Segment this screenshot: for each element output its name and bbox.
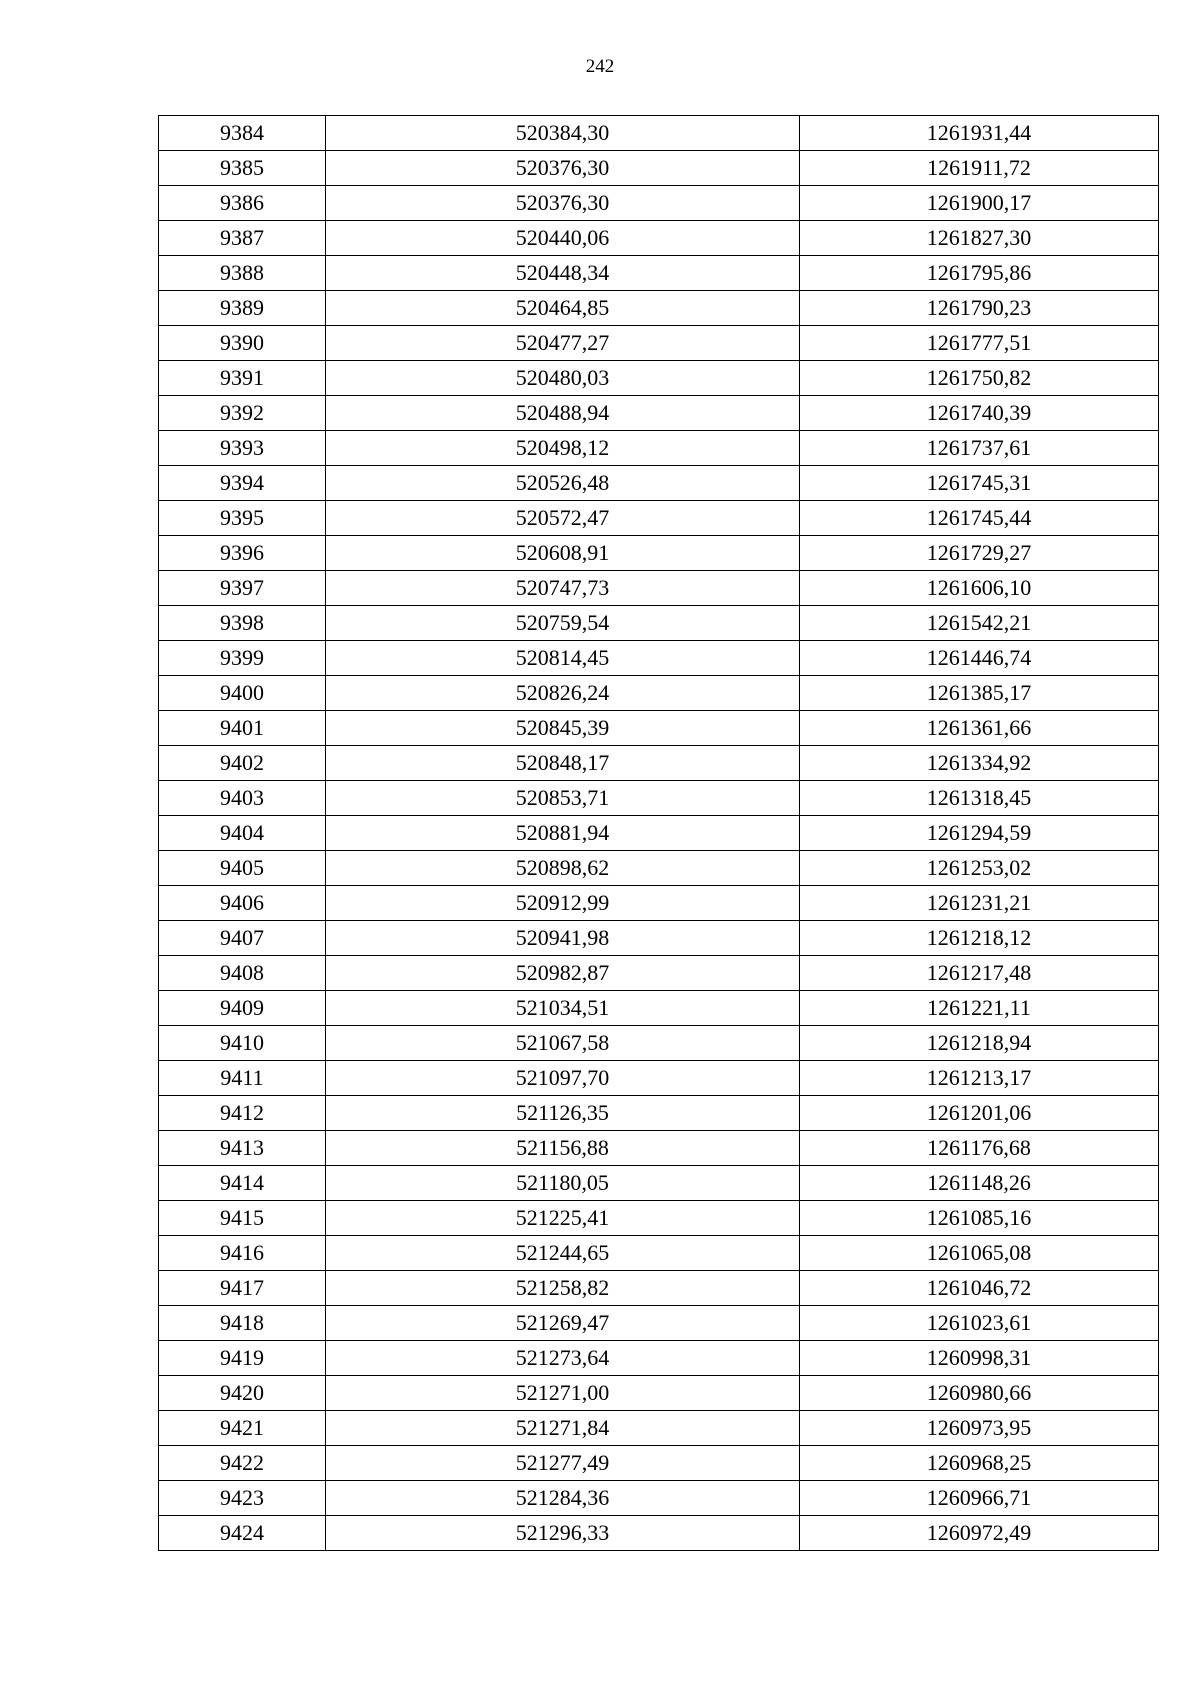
y-coordinate-cell: 1261046,72 bbox=[800, 1271, 1159, 1306]
x-coordinate-cell: 520747,73 bbox=[326, 571, 800, 606]
x-coordinate-cell: 520853,71 bbox=[326, 781, 800, 816]
y-coordinate-cell: 1261023,61 bbox=[800, 1306, 1159, 1341]
table-row bbox=[159, 781, 1159, 816]
point-number-cell: 9386 bbox=[159, 186, 326, 221]
x-coordinate-cell: 520384,30 bbox=[326, 116, 800, 151]
point-number-cell: 9415 bbox=[159, 1201, 326, 1236]
point-number-cell: 9419 bbox=[159, 1341, 326, 1376]
point-number-cell: 9423 bbox=[159, 1481, 326, 1516]
x-coordinate-cell: 520845,39 bbox=[326, 711, 800, 746]
y-coordinate-cell: 1261750,82 bbox=[800, 361, 1159, 396]
table-row bbox=[159, 151, 1159, 186]
x-coordinate-cell: 520898,62 bbox=[326, 851, 800, 886]
table-row bbox=[159, 396, 1159, 431]
y-coordinate-cell: 1261795,86 bbox=[800, 256, 1159, 291]
y-coordinate-cell: 1261542,21 bbox=[800, 606, 1159, 641]
table-row bbox=[159, 466, 1159, 501]
point-number-cell: 9384 bbox=[159, 116, 326, 151]
x-coordinate-cell: 520848,17 bbox=[326, 746, 800, 781]
point-number-cell: 9390 bbox=[159, 326, 326, 361]
point-number-cell: 9401 bbox=[159, 711, 326, 746]
y-coordinate-cell: 1261361,66 bbox=[800, 711, 1159, 746]
point-number-cell: 9398 bbox=[159, 606, 326, 641]
y-coordinate-cell: 1261085,16 bbox=[800, 1201, 1159, 1236]
table-row bbox=[159, 1166, 1159, 1201]
y-coordinate-cell: 1261253,02 bbox=[800, 851, 1159, 886]
x-coordinate-cell: 520572,47 bbox=[326, 501, 800, 536]
point-number-cell: 9403 bbox=[159, 781, 326, 816]
x-coordinate-cell: 520881,94 bbox=[326, 816, 800, 851]
point-number-cell: 9404 bbox=[159, 816, 326, 851]
point-number-cell: 9414 bbox=[159, 1166, 326, 1201]
x-coordinate-cell: 520759,54 bbox=[326, 606, 800, 641]
point-number-cell: 9409 bbox=[159, 991, 326, 1026]
point-number-cell: 9393 bbox=[159, 431, 326, 466]
y-coordinate-cell: 1261218,12 bbox=[800, 921, 1159, 956]
y-coordinate-cell: 1261729,27 bbox=[800, 536, 1159, 571]
y-coordinate-cell: 1261148,26 bbox=[800, 1166, 1159, 1201]
x-coordinate-cell: 520814,45 bbox=[326, 641, 800, 676]
point-number-cell: 9391 bbox=[159, 361, 326, 396]
y-coordinate-cell: 1261827,30 bbox=[800, 221, 1159, 256]
x-coordinate-cell: 521097,70 bbox=[326, 1061, 800, 1096]
y-coordinate-cell: 1261900,17 bbox=[800, 186, 1159, 221]
point-number-cell: 9385 bbox=[159, 151, 326, 186]
x-coordinate-cell: 521271,00 bbox=[326, 1376, 800, 1411]
x-coordinate-cell: 520488,94 bbox=[326, 396, 800, 431]
y-coordinate-cell: 1261606,10 bbox=[800, 571, 1159, 606]
x-coordinate-cell: 521180,05 bbox=[326, 1166, 800, 1201]
table-row bbox=[159, 1446, 1159, 1481]
table-row bbox=[159, 1096, 1159, 1131]
y-coordinate-cell: 1261217,48 bbox=[800, 956, 1159, 991]
table-row bbox=[159, 1341, 1159, 1376]
table-row bbox=[159, 991, 1159, 1026]
point-number-cell: 9397 bbox=[159, 571, 326, 606]
point-number-cell: 9405 bbox=[159, 851, 326, 886]
point-number-cell: 9412 bbox=[159, 1096, 326, 1131]
point-number-cell: 9394 bbox=[159, 466, 326, 501]
coordinates-table-body bbox=[159, 116, 1159, 1551]
y-coordinate-cell: 1261318,45 bbox=[800, 781, 1159, 816]
y-coordinate-cell: 1260973,95 bbox=[800, 1411, 1159, 1446]
table-row bbox=[159, 221, 1159, 256]
y-coordinate-cell: 1261065,08 bbox=[800, 1236, 1159, 1271]
table-row bbox=[159, 1201, 1159, 1236]
x-coordinate-cell: 520608,91 bbox=[326, 536, 800, 571]
x-coordinate-cell: 521269,47 bbox=[326, 1306, 800, 1341]
table-row bbox=[159, 886, 1159, 921]
point-number-cell: 9402 bbox=[159, 746, 326, 781]
point-number-cell: 9396 bbox=[159, 536, 326, 571]
x-coordinate-cell: 521225,41 bbox=[326, 1201, 800, 1236]
y-coordinate-cell: 1261740,39 bbox=[800, 396, 1159, 431]
table-row bbox=[159, 711, 1159, 746]
table-row bbox=[159, 116, 1159, 151]
y-coordinate-cell: 1260980,66 bbox=[800, 1376, 1159, 1411]
point-number-cell: 9411 bbox=[159, 1061, 326, 1096]
y-coordinate-cell: 1261737,61 bbox=[800, 431, 1159, 466]
table-row bbox=[159, 1061, 1159, 1096]
table-row bbox=[159, 326, 1159, 361]
table-row bbox=[159, 431, 1159, 466]
point-number-cell: 9422 bbox=[159, 1446, 326, 1481]
x-coordinate-cell: 520376,30 bbox=[326, 151, 800, 186]
point-number-cell: 9400 bbox=[159, 676, 326, 711]
y-coordinate-cell: 1261294,59 bbox=[800, 816, 1159, 851]
table-row bbox=[159, 921, 1159, 956]
x-coordinate-cell: 520912,99 bbox=[326, 886, 800, 921]
table-row bbox=[159, 851, 1159, 886]
x-coordinate-cell: 520826,24 bbox=[326, 676, 800, 711]
point-number-cell: 9413 bbox=[159, 1131, 326, 1166]
x-coordinate-cell: 520440,06 bbox=[326, 221, 800, 256]
table-row bbox=[159, 746, 1159, 781]
x-coordinate-cell: 521126,35 bbox=[326, 1096, 800, 1131]
point-number-cell: 9418 bbox=[159, 1306, 326, 1341]
y-coordinate-cell: 1261221,11 bbox=[800, 991, 1159, 1026]
table-row bbox=[159, 536, 1159, 571]
point-number-cell: 9406 bbox=[159, 886, 326, 921]
x-coordinate-cell: 520376,30 bbox=[326, 186, 800, 221]
table-row bbox=[159, 641, 1159, 676]
y-coordinate-cell: 1260972,49 bbox=[800, 1516, 1159, 1551]
point-number-cell: 9424 bbox=[159, 1516, 326, 1551]
y-coordinate-cell: 1261231,21 bbox=[800, 886, 1159, 921]
table-row bbox=[159, 501, 1159, 536]
y-coordinate-cell: 1261385,17 bbox=[800, 676, 1159, 711]
page-number: 242 bbox=[585, 56, 615, 77]
point-number-cell: 9420 bbox=[159, 1376, 326, 1411]
y-coordinate-cell: 1261777,51 bbox=[800, 326, 1159, 361]
y-coordinate-cell: 1261176,68 bbox=[800, 1131, 1159, 1166]
table-row bbox=[159, 361, 1159, 396]
x-coordinate-cell: 521277,49 bbox=[326, 1446, 800, 1481]
point-number-cell: 9399 bbox=[159, 641, 326, 676]
y-coordinate-cell: 1260966,71 bbox=[800, 1481, 1159, 1516]
x-coordinate-cell: 520480,03 bbox=[326, 361, 800, 396]
x-coordinate-cell: 520982,87 bbox=[326, 956, 800, 991]
table-row bbox=[159, 1131, 1159, 1166]
y-coordinate-cell: 1260998,31 bbox=[800, 1341, 1159, 1376]
coordinates-table bbox=[158, 115, 1159, 1551]
point-number-cell: 9388 bbox=[159, 256, 326, 291]
table-row bbox=[159, 1516, 1159, 1551]
x-coordinate-cell: 521284,36 bbox=[326, 1481, 800, 1516]
x-coordinate-cell: 521273,64 bbox=[326, 1341, 800, 1376]
y-coordinate-cell: 1261790,23 bbox=[800, 291, 1159, 326]
x-coordinate-cell: 521034,51 bbox=[326, 991, 800, 1026]
table-row bbox=[159, 676, 1159, 711]
point-number-cell: 9389 bbox=[159, 291, 326, 326]
x-coordinate-cell: 521067,58 bbox=[326, 1026, 800, 1061]
point-number-cell: 9408 bbox=[159, 956, 326, 991]
y-coordinate-cell: 1261446,74 bbox=[800, 641, 1159, 676]
point-number-cell: 9395 bbox=[159, 501, 326, 536]
x-coordinate-cell: 520477,27 bbox=[326, 326, 800, 361]
table-row bbox=[159, 956, 1159, 991]
table-row bbox=[159, 1306, 1159, 1341]
x-coordinate-cell: 521244,65 bbox=[326, 1236, 800, 1271]
y-coordinate-cell: 1261334,92 bbox=[800, 746, 1159, 781]
point-number-cell: 9416 bbox=[159, 1236, 326, 1271]
y-coordinate-cell: 1261911,72 bbox=[800, 151, 1159, 186]
table-row bbox=[159, 816, 1159, 851]
table-row bbox=[159, 256, 1159, 291]
table-row bbox=[159, 1026, 1159, 1061]
y-coordinate-cell: 1261201,06 bbox=[800, 1096, 1159, 1131]
x-coordinate-cell: 521258,82 bbox=[326, 1271, 800, 1306]
table-row bbox=[159, 1481, 1159, 1516]
table-row bbox=[159, 186, 1159, 221]
point-number-cell: 9392 bbox=[159, 396, 326, 431]
point-number-cell: 9407 bbox=[159, 921, 326, 956]
x-coordinate-cell: 521296,33 bbox=[326, 1516, 800, 1551]
table-row bbox=[159, 291, 1159, 326]
y-coordinate-cell: 1260968,25 bbox=[800, 1446, 1159, 1481]
y-coordinate-cell: 1261745,31 bbox=[800, 466, 1159, 501]
point-number-cell: 9387 bbox=[159, 221, 326, 256]
x-coordinate-cell: 520526,48 bbox=[326, 466, 800, 501]
point-number-cell: 9417 bbox=[159, 1271, 326, 1306]
y-coordinate-cell: 1261931,44 bbox=[800, 116, 1159, 151]
x-coordinate-cell: 520448,34 bbox=[326, 256, 800, 291]
table-row bbox=[159, 571, 1159, 606]
table-row bbox=[159, 1236, 1159, 1271]
y-coordinate-cell: 1261745,44 bbox=[800, 501, 1159, 536]
x-coordinate-cell: 520941,98 bbox=[326, 921, 800, 956]
point-number-cell: 9421 bbox=[159, 1411, 326, 1446]
table-row bbox=[159, 606, 1159, 641]
x-coordinate-cell: 521156,88 bbox=[326, 1131, 800, 1166]
x-coordinate-cell: 520498,12 bbox=[326, 431, 800, 466]
point-number-cell: 9410 bbox=[159, 1026, 326, 1061]
y-coordinate-cell: 1261218,94 bbox=[800, 1026, 1159, 1061]
table-row bbox=[159, 1376, 1159, 1411]
table-row bbox=[159, 1271, 1159, 1306]
x-coordinate-cell: 521271,84 bbox=[326, 1411, 800, 1446]
x-coordinate-cell: 520464,85 bbox=[326, 291, 800, 326]
table-row bbox=[159, 1411, 1159, 1446]
y-coordinate-cell: 1261213,17 bbox=[800, 1061, 1159, 1096]
